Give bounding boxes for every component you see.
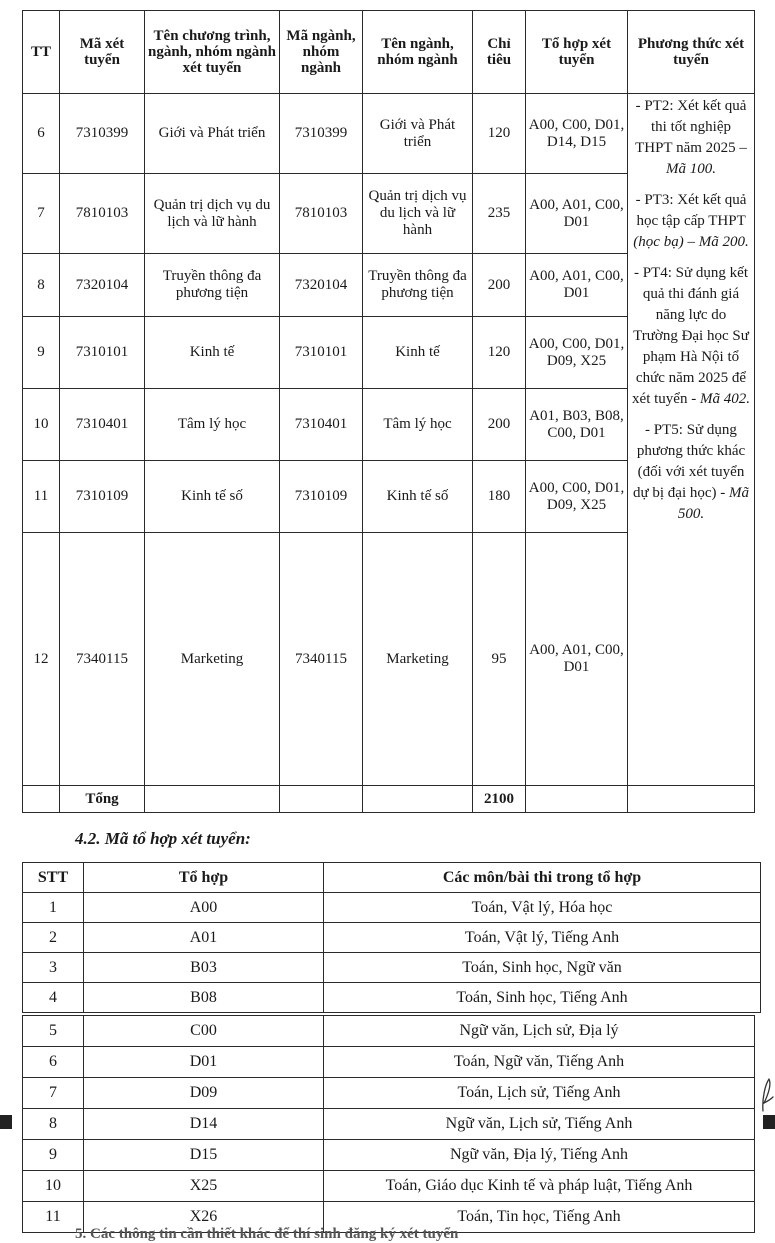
cell-major-name: Kinh tế số (363, 461, 473, 533)
table-row (23, 1047, 755, 1078)
cell-tt: 9 (23, 317, 60, 389)
cell-quota: 200 (473, 389, 526, 461)
cell-combo: D09 (84, 1078, 324, 1109)
cell-stt: 10 (23, 1171, 84, 1202)
method-pt4-code: Mã 402. (699, 391, 750, 407)
handwritten-mark-icon (760, 1075, 774, 1115)
section-heading: 4.2. Mã tổ hợp xét tuyển: (75, 829, 251, 848)
header-stt: STT (23, 863, 84, 893)
cell-stt: 4 (23, 983, 84, 1013)
cell-code: 7340115 (60, 533, 145, 786)
cell-combos: A00, A01, C00, D01 (526, 174, 628, 254)
admissions-table (22, 10, 755, 813)
table-row (23, 1171, 755, 1202)
cell-combo: X26 (84, 1202, 324, 1233)
cell-major-code: 7310109 (280, 461, 363, 533)
method-pt2: - PT2: Xét kết quả thi tốt nghiệp THPT năm 2025 – (635, 98, 747, 156)
cell-combo: A01 (84, 923, 324, 953)
header-combos: Tổ hợp xét tuyển (526, 11, 628, 94)
cell-program: Giới và Phát triển (145, 94, 280, 174)
method-pt5-code: Mã 500. (677, 485, 750, 522)
cell-tt: 11 (23, 461, 60, 533)
header-code: Mã xét tuyển (60, 11, 145, 94)
cell-tt: 7 (23, 174, 60, 254)
cell-subjects: Toán, Lịch sử, Tiếng Anh (324, 1078, 755, 1109)
table-row (23, 923, 761, 953)
cell-subjects: Ngữ văn, Địa lý, Tiếng Anh (324, 1140, 755, 1171)
cell-tt: 10 (23, 389, 60, 461)
header-major-name: Tên ngành, nhóm ngành (363, 11, 473, 94)
method-pt5: - PT5: Sử dụng phương thức khác (đối với xét tuyển dự bị đại học) - (632, 422, 746, 501)
cell-tt: 12 (23, 533, 60, 786)
cell-combo: X25 (84, 1171, 324, 1202)
cell-subjects: Toán, Sinh học, Tiếng Anh (324, 983, 761, 1013)
cell-stt: 2 (23, 923, 84, 953)
table-row (23, 94, 755, 174)
table-row (23, 893, 761, 923)
method-pt3-note: (học bạ) – Mã 200. (633, 234, 749, 250)
cell-quota: 120 (473, 94, 526, 174)
cell-stt: 1 (23, 893, 84, 923)
cell-combos: A00, C00, D01, D14, D15 (526, 94, 628, 174)
right-edge-marker (763, 1115, 775, 1129)
cell-code: 7810103 (60, 174, 145, 254)
cell-combos: A00, C00, D01, D09, X25 (526, 461, 628, 533)
table-row (23, 1140, 755, 1171)
cell-stt: 3 (23, 953, 84, 983)
cell-program: Tâm lý học (145, 389, 280, 461)
cell-tt: 8 (23, 254, 60, 317)
cell-code: 7310401 (60, 389, 145, 461)
header-combo: Tổ hợp (84, 863, 324, 893)
cell-combo: A00 (84, 893, 324, 923)
table-row (23, 1016, 755, 1047)
cell-major-code: 7310399 (280, 94, 363, 174)
cell-major-name: Truyền thông đa phương tiện (363, 254, 473, 317)
cell-major-name: Tâm lý học (363, 389, 473, 461)
cell-subjects: Toán, Ngữ văn, Tiếng Anh (324, 1047, 755, 1078)
cell-subjects: Toán, Tin học, Tiếng Anh (324, 1202, 755, 1233)
header-tt: TT (23, 11, 60, 94)
method-pt2-code: Mã 100. (666, 161, 716, 177)
cell-quota: 95 (473, 533, 526, 786)
next-section-title: 5. Các thông tin cần thiết khác để thí sinh đăng ký xét tuyển (75, 1226, 459, 1242)
cell-stt: 5 (23, 1016, 84, 1047)
cell-combos: A00, A01, C00, D01 (526, 254, 628, 317)
cell-major-code: 7310101 (280, 317, 363, 389)
cell-quota: 235 (473, 174, 526, 254)
header-row (23, 11, 755, 94)
cell-combo: B03 (84, 953, 324, 983)
admission-methods (628, 94, 755, 786)
cell-major-name: Kinh tế (363, 317, 473, 389)
cell-code: 7310101 (60, 317, 145, 389)
cell-combo: C00 (84, 1016, 324, 1047)
cell-major-name: Quản trị dịch vụ du lịch và lữ hành (363, 174, 473, 254)
table-row (23, 983, 761, 1013)
cell-code: 7310399 (60, 94, 145, 174)
combo-table-part2 (22, 1015, 755, 1233)
cell-combo: B08 (84, 983, 324, 1013)
left-edge-marker (0, 1115, 12, 1129)
cell-subjects: Toán, Vật lý, Tiếng Anh (324, 923, 761, 953)
cell-stt: 9 (23, 1140, 84, 1171)
cell-subjects: Toán, Giáo dục Kinh tế và pháp luật, Tiếng Anh (324, 1171, 755, 1202)
cell-stt: 7 (23, 1078, 84, 1109)
table-row (23, 1109, 755, 1140)
cell-combos: A01, B03, B08, C00, D01 (526, 389, 628, 461)
cell-combos: A00, A01, C00, D01 (526, 533, 628, 786)
header-subjects: Các môn/bài thi trong tổ hợp (324, 863, 761, 893)
cell-program: Quản trị dịch vụ du lịch và lữ hành (145, 174, 280, 254)
table-row (23, 953, 761, 983)
cell-major-code: 7810103 (280, 174, 363, 254)
header-row (23, 863, 761, 893)
method-pt4: - PT4: Sử dụng kết quả thi đánh giá năng lực do Trường Đại học Sư phạm Hà Nội tổ chức năm 2025 để xét tuyển - (632, 265, 749, 407)
cell-stt: 6 (23, 1047, 84, 1078)
cell-combo: D01 (84, 1047, 324, 1078)
cell-combo: D15 (84, 1140, 324, 1171)
cell-code: 7310109 (60, 461, 145, 533)
cell-subjects: Ngữ văn, Lịch sử, Địa lý (324, 1016, 755, 1047)
header-quota: Chỉ tiêu (473, 11, 526, 94)
combo-table-part1 (22, 862, 761, 1013)
total-row (23, 786, 755, 813)
header-method: Phương thức xét tuyển (628, 11, 755, 94)
cell-combo: D14 (84, 1109, 324, 1140)
cell-program: Marketing (145, 533, 280, 786)
cell-program: Kinh tế số (145, 461, 280, 533)
cell-subjects: Ngữ văn, Lịch sử, Tiếng Anh (324, 1109, 755, 1140)
cell-quota: 180 (473, 461, 526, 533)
header-major-code: Mã ngành, nhóm ngành (280, 11, 363, 94)
cell-stt: 11 (23, 1202, 84, 1233)
cell-quota: 120 (473, 317, 526, 389)
method-pt3: - PT3: Xét kết quả học tập cấp THPT (635, 192, 747, 229)
cell-major-name: Giới và Phát triển (363, 94, 473, 174)
table-row (23, 1078, 755, 1109)
total-label: Tổng (60, 786, 145, 813)
header-program: Tên chương trình, ngành, nhóm ngành xét tuyển (145, 11, 280, 94)
cell-major-code: 7320104 (280, 254, 363, 317)
cell-subjects: Toán, Sinh học, Ngữ văn (324, 953, 761, 983)
cell-tt: 6 (23, 94, 60, 174)
cell-combos: A00, C00, D01, D09, X25 (526, 317, 628, 389)
cell-quota: 200 (473, 254, 526, 317)
cell-program: Kinh tế (145, 317, 280, 389)
cell-major-code: 7340115 (280, 533, 363, 786)
cell-major-code: 7310401 (280, 389, 363, 461)
cell-subjects: Toán, Vật lý, Hóa học (324, 893, 761, 923)
cell-code: 7320104 (60, 254, 145, 317)
total-value: 2100 (473, 786, 526, 813)
cell-major-name: Marketing (363, 533, 473, 786)
cell-stt: 8 (23, 1109, 84, 1140)
cell-program: Truyền thông đa phương tiện (145, 254, 280, 317)
